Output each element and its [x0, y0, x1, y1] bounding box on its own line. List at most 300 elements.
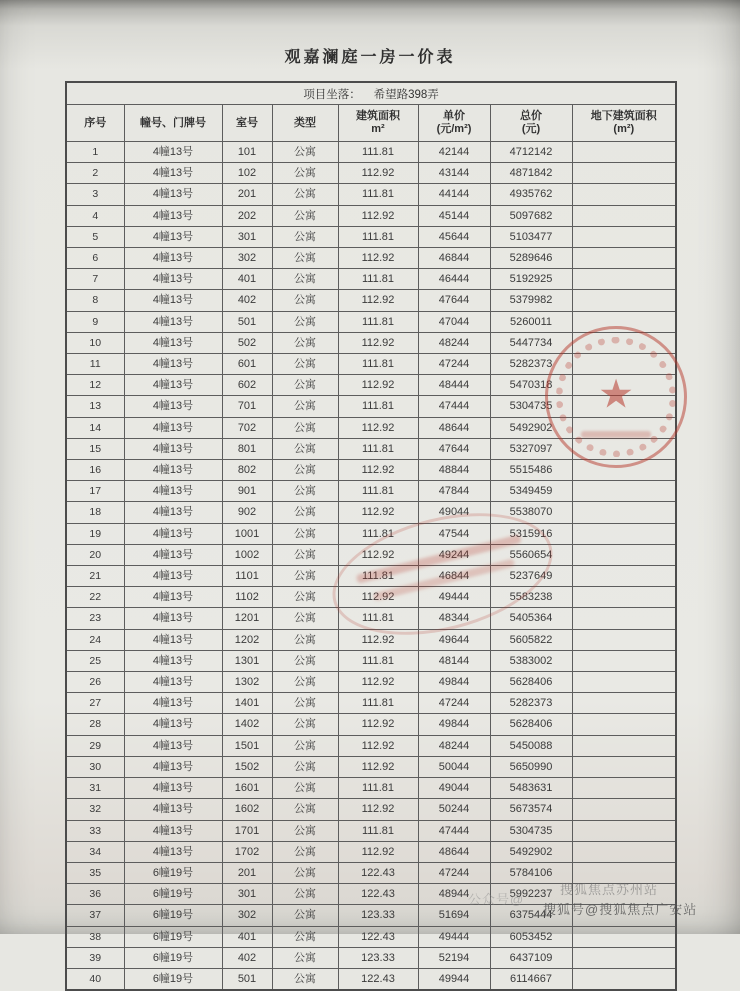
table-cell: 4 [66, 205, 124, 226]
table-cell [572, 226, 676, 247]
table-row [66, 354, 676, 375]
table-cell: 4幢13号 [124, 566, 222, 587]
watermark-sohu-account: 搜狐号@搜狐焦点广安站 [543, 902, 698, 917]
table-row [66, 332, 676, 353]
table-cell: 201 [222, 184, 272, 205]
table-cell: 6幢19号 [124, 968, 222, 990]
table-cell: 49444 [418, 587, 490, 608]
table-cell: 4幢13号 [124, 311, 222, 332]
table-cell: 52194 [418, 947, 490, 968]
table-row [66, 502, 676, 523]
table-cell: 4幢13号 [124, 163, 222, 184]
table-cell: 48144 [418, 650, 490, 671]
table-cell: 公寓 [272, 587, 338, 608]
table-cell: 6114667 [490, 968, 572, 990]
table-cell: 47244 [418, 862, 490, 883]
table-cell: 31 [66, 778, 124, 799]
table-cell: 302 [222, 905, 272, 926]
table-cell: 1201 [222, 608, 272, 629]
table-cell: 5405364 [490, 608, 572, 629]
column-header: 序号 [66, 105, 124, 142]
table-cell: 51694 [418, 905, 490, 926]
table-cell: 37 [66, 905, 124, 926]
table-cell: 112.92 [338, 290, 418, 311]
project-location: 项目坐落： 希望路398弄 [66, 82, 676, 105]
table-cell: 6幢19号 [124, 862, 222, 883]
seal-star-icon: ★ [598, 372, 634, 417]
table-cell: 公寓 [272, 884, 338, 905]
table-cell: 1102 [222, 587, 272, 608]
table-cell: 4幢13号 [124, 820, 222, 841]
table-cell: 1302 [222, 672, 272, 693]
table-cell: 4幢13号 [124, 650, 222, 671]
table-cell: 112.92 [338, 544, 418, 565]
table-cell: 公寓 [272, 460, 338, 481]
column-header: 室号 [222, 105, 272, 142]
table-cell [572, 693, 676, 714]
table-cell: 3 [66, 184, 124, 205]
table-cell: 111.81 [338, 820, 418, 841]
table-cell: 5 [66, 226, 124, 247]
table-cell [572, 820, 676, 841]
table-cell: 48344 [418, 608, 490, 629]
column-header: 单价 (元/m²) [418, 105, 490, 142]
table-cell: 48644 [418, 417, 490, 438]
watermark-wechat: 公众号@ [468, 892, 525, 907]
table-cell: 123.33 [338, 905, 418, 926]
table-cell: 802 [222, 460, 272, 481]
table-cell: 公寓 [272, 311, 338, 332]
table-cell: 111.81 [338, 650, 418, 671]
table-cell: 19 [66, 523, 124, 544]
table-cell: 112.92 [338, 841, 418, 862]
table-cell [572, 587, 676, 608]
table-row [66, 905, 676, 926]
table-cell: 5097682 [490, 205, 572, 226]
table-cell [572, 544, 676, 565]
table-cell: 111.81 [338, 693, 418, 714]
table-cell [572, 968, 676, 990]
table-cell: 47244 [418, 354, 490, 375]
table-cell: 12 [66, 375, 124, 396]
table-cell: 4712142 [490, 142, 572, 163]
table-cell: 5583238 [490, 587, 572, 608]
table-cell: 47444 [418, 820, 490, 841]
table-cell: 701 [222, 396, 272, 417]
table-cell: 32 [66, 799, 124, 820]
table-cell: 公寓 [272, 947, 338, 968]
table-cell: 36 [66, 884, 124, 905]
table-row [66, 205, 676, 226]
table-row [66, 417, 676, 438]
table-cell: 402 [222, 947, 272, 968]
table-cell: 6 [66, 248, 124, 269]
table-cell: 4幢13号 [124, 354, 222, 375]
table-row [66, 629, 676, 650]
table-cell: 5237649 [490, 566, 572, 587]
table-cell: 402 [222, 290, 272, 311]
table-cell: 48244 [418, 332, 490, 353]
table-cell: 6幢19号 [124, 947, 222, 968]
table-cell: 48444 [418, 375, 490, 396]
table-cell [572, 566, 676, 587]
table-cell: 47244 [418, 693, 490, 714]
table-cell: 15 [66, 438, 124, 459]
table-cell: 49944 [418, 968, 490, 990]
table-cell: 112.92 [338, 332, 418, 353]
table-cell: 42144 [418, 142, 490, 163]
table-row [66, 862, 676, 883]
table-cell: 1501 [222, 735, 272, 756]
table-cell: 21 [66, 566, 124, 587]
table-cell: 5560654 [490, 544, 572, 565]
table-cell [572, 841, 676, 862]
table-cell: 50044 [418, 756, 490, 777]
table-cell: 5379982 [490, 290, 572, 311]
table-cell: 公寓 [272, 142, 338, 163]
table-cell: 301 [222, 226, 272, 247]
table-cell [572, 248, 676, 269]
table-row [66, 396, 676, 417]
table-cell [572, 184, 676, 205]
table-cell: 49044 [418, 502, 490, 523]
table-cell [572, 884, 676, 905]
table-cell [572, 926, 676, 947]
table-cell: 501 [222, 968, 272, 990]
table-cell: 112.92 [338, 714, 418, 735]
table-cell: 401 [222, 926, 272, 947]
table-body [66, 142, 676, 991]
table-cell: 4幢13号 [124, 290, 222, 311]
table-cell: 49844 [418, 672, 490, 693]
table-cell: 111.81 [338, 142, 418, 163]
table-cell: 112.92 [338, 502, 418, 523]
table-cell: 公寓 [272, 566, 338, 587]
table-cell: 901 [222, 481, 272, 502]
table-cell: 5992237 [490, 884, 572, 905]
table-cell [572, 862, 676, 883]
table-cell: 201 [222, 862, 272, 883]
table-row [66, 460, 676, 481]
table-cell: 5673574 [490, 799, 572, 820]
table-cell: 公寓 [272, 544, 338, 565]
table-row [66, 756, 676, 777]
table-cell: 4幢13号 [124, 608, 222, 629]
table-cell: 16 [66, 460, 124, 481]
table-cell: 5304735 [490, 396, 572, 417]
table-cell [572, 396, 676, 417]
table-cell: 1701 [222, 820, 272, 841]
table-cell: 501 [222, 311, 272, 332]
table-cell: 5289646 [490, 248, 572, 269]
table-cell: 4幢13号 [124, 248, 222, 269]
table-cell: 122.43 [338, 884, 418, 905]
table-cell: 2 [66, 163, 124, 184]
table-cell: 5628406 [490, 672, 572, 693]
table-cell: 47644 [418, 290, 490, 311]
table-header-row [66, 105, 676, 142]
table-cell: 公寓 [272, 905, 338, 926]
table-cell: 111.81 [338, 269, 418, 290]
table-cell: 5304735 [490, 820, 572, 841]
table-cell: 4幢13号 [124, 735, 222, 756]
table-row [66, 142, 676, 163]
table-cell: 4幢13号 [124, 756, 222, 777]
table-cell: 4871842 [490, 163, 572, 184]
column-header: 建筑面积 m² [338, 105, 418, 142]
table-cell: 111.81 [338, 523, 418, 544]
table-cell: 10 [66, 332, 124, 353]
table-cell: 公寓 [272, 354, 338, 375]
table-cell: 8 [66, 290, 124, 311]
table-cell [572, 269, 676, 290]
table-cell: 1602 [222, 799, 272, 820]
table-cell: 11 [66, 354, 124, 375]
table-cell: 公寓 [272, 968, 338, 990]
table-cell: 公寓 [272, 205, 338, 226]
table-row [66, 311, 676, 332]
table-cell: 702 [222, 417, 272, 438]
table-cell: 49244 [418, 544, 490, 565]
table-cell: 6437109 [490, 947, 572, 968]
table-cell: 4幢13号 [124, 629, 222, 650]
table-cell: 1601 [222, 778, 272, 799]
table-cell [572, 417, 676, 438]
table-cell: 122.43 [338, 926, 418, 947]
table-row [66, 481, 676, 502]
table-cell: 公寓 [272, 629, 338, 650]
table-cell: 5383002 [490, 650, 572, 671]
table-row [66, 714, 676, 735]
table-cell: 5450088 [490, 735, 572, 756]
table-cell [572, 523, 676, 544]
table-cell: 公寓 [272, 248, 338, 269]
table-cell: 111.81 [338, 778, 418, 799]
table-row [66, 566, 676, 587]
table-cell: 公寓 [272, 290, 338, 311]
table-cell: 6幢19号 [124, 905, 222, 926]
table-cell: 45644 [418, 226, 490, 247]
table-row [66, 884, 676, 905]
table-cell [572, 502, 676, 523]
table-cell: 1202 [222, 629, 272, 650]
table-cell: 5483631 [490, 778, 572, 799]
table-cell [572, 608, 676, 629]
table-row [66, 544, 676, 565]
table-cell [572, 905, 676, 926]
table-cell: 112.92 [338, 672, 418, 693]
table-cell: 5315916 [490, 523, 572, 544]
table-cell: 47544 [418, 523, 490, 544]
table-row [66, 799, 676, 820]
table-cell: 公寓 [272, 417, 338, 438]
table-row [66, 375, 676, 396]
table-cell: 111.81 [338, 311, 418, 332]
table-cell: 44144 [418, 184, 490, 205]
table-cell: 111.81 [338, 481, 418, 502]
table-cell: 801 [222, 438, 272, 459]
table-cell: 公寓 [272, 226, 338, 247]
table-cell: 112.92 [338, 205, 418, 226]
table-row [66, 968, 676, 990]
table-cell: 29 [66, 735, 124, 756]
table-cell: 公寓 [272, 756, 338, 777]
table-cell [572, 629, 676, 650]
table-cell: 112.92 [338, 460, 418, 481]
table-cell: 112.92 [338, 629, 418, 650]
table-cell: 202 [222, 205, 272, 226]
price-table [65, 81, 677, 991]
table-cell: 49444 [418, 926, 490, 947]
table-cell: 4幢13号 [124, 799, 222, 820]
table-cell: 公寓 [272, 650, 338, 671]
table-cell: 17 [66, 481, 124, 502]
table-cell: 1401 [222, 693, 272, 714]
table-row [66, 693, 676, 714]
table-cell: 5349459 [490, 481, 572, 502]
table-cell: 902 [222, 502, 272, 523]
table-cell: 25 [66, 650, 124, 671]
table-cell: 601 [222, 354, 272, 375]
table-cell: 5538070 [490, 502, 572, 523]
table-cell: 401 [222, 269, 272, 290]
table-row [66, 820, 676, 841]
table-cell [572, 332, 676, 353]
table-cell: 4幢13号 [124, 396, 222, 417]
table-cell: 5260011 [490, 311, 572, 332]
table-cell: 122.43 [338, 862, 418, 883]
table-cell: 5327097 [490, 438, 572, 459]
table-cell: 301 [222, 884, 272, 905]
table-row [66, 163, 676, 184]
table-cell: 18 [66, 502, 124, 523]
table-cell: 5515486 [490, 460, 572, 481]
table-cell: 502 [222, 332, 272, 353]
table-cell: 5282373 [490, 693, 572, 714]
table-cell: 38 [66, 926, 124, 947]
table-cell: 1 [66, 142, 124, 163]
table-cell [572, 290, 676, 311]
table-row [66, 841, 676, 862]
table-cell: 122.43 [338, 968, 418, 990]
table-cell: 35 [66, 862, 124, 883]
table-cell: 公寓 [272, 481, 338, 502]
table-row [66, 608, 676, 629]
table-cell: 47844 [418, 481, 490, 502]
table-cell: 1402 [222, 714, 272, 735]
project-location-row [66, 82, 676, 105]
table-cell: 112.92 [338, 756, 418, 777]
table-cell: 9 [66, 311, 124, 332]
table-cell: 5192925 [490, 269, 572, 290]
table-cell: 6375444 [490, 905, 572, 926]
table-cell: 1702 [222, 841, 272, 862]
table-cell [572, 354, 676, 375]
column-header: 幢号、门牌号 [124, 105, 222, 142]
column-header: 总价 (元) [490, 105, 572, 142]
table-cell: 4幢13号 [124, 841, 222, 862]
table-cell: 28 [66, 714, 124, 735]
table-cell [572, 438, 676, 459]
table-cell: 4幢13号 [124, 417, 222, 438]
table-cell: 112.92 [338, 375, 418, 396]
table-row [66, 523, 676, 544]
table-row [66, 438, 676, 459]
price-list-sheet [65, 44, 675, 991]
table-cell: 公寓 [272, 714, 338, 735]
table-cell: 4幢13号 [124, 438, 222, 459]
table-cell: 公寓 [272, 735, 338, 756]
table-cell: 公寓 [272, 799, 338, 820]
table-cell: 公寓 [272, 438, 338, 459]
table-cell: 公寓 [272, 608, 338, 629]
table-cell: 4幢13号 [124, 332, 222, 353]
table-cell: 5628406 [490, 714, 572, 735]
table-cell: 4幢13号 [124, 672, 222, 693]
table-cell: 112.92 [338, 587, 418, 608]
table-cell: 48944 [418, 884, 490, 905]
table-cell: 47644 [418, 438, 490, 459]
table-cell: 111.81 [338, 354, 418, 375]
table-cell: 30 [66, 756, 124, 777]
table-cell: 公寓 [272, 841, 338, 862]
table-row [66, 735, 676, 756]
table-cell: 4幢13号 [124, 269, 222, 290]
table-cell: 公寓 [272, 820, 338, 841]
table-cell: 公寓 [272, 332, 338, 353]
table-cell: 5103477 [490, 226, 572, 247]
table-cell: 112.92 [338, 735, 418, 756]
table-cell: 公寓 [272, 926, 338, 947]
table-cell [572, 205, 676, 226]
table-cell: 26 [66, 672, 124, 693]
table-cell: 111.81 [338, 396, 418, 417]
table-row [66, 947, 676, 968]
table-cell: 4幢13号 [124, 693, 222, 714]
table-cell: 1001 [222, 523, 272, 544]
table-cell: 102 [222, 163, 272, 184]
table-cell: 111.81 [338, 566, 418, 587]
table-cell: 112.92 [338, 248, 418, 269]
table-cell: 39 [66, 947, 124, 968]
table-cell: 48644 [418, 841, 490, 862]
table-cell [572, 311, 676, 332]
table-cell: 101 [222, 142, 272, 163]
table-cell [572, 735, 676, 756]
table-cell [572, 481, 676, 502]
table-cell: 602 [222, 375, 272, 396]
table-cell: 22 [66, 587, 124, 608]
table-cell: 111.81 [338, 226, 418, 247]
table-cell: 公寓 [272, 523, 338, 544]
table-cell: 6幢19号 [124, 926, 222, 947]
table-cell: 5492902 [490, 841, 572, 862]
table-cell: 302 [222, 248, 272, 269]
table-cell [572, 375, 676, 396]
table-row [66, 226, 676, 247]
table-cell: 49044 [418, 778, 490, 799]
table-cell: 4幢13号 [124, 205, 222, 226]
table-cell: 公寓 [272, 778, 338, 799]
table-cell: 20 [66, 544, 124, 565]
table-cell: 50244 [418, 799, 490, 820]
table-cell: 4幢13号 [124, 502, 222, 523]
table-row [66, 184, 676, 205]
table-cell: 4幢13号 [124, 523, 222, 544]
table-cell: 4幢13号 [124, 778, 222, 799]
table-cell: 4幢13号 [124, 142, 222, 163]
table-cell [572, 672, 676, 693]
